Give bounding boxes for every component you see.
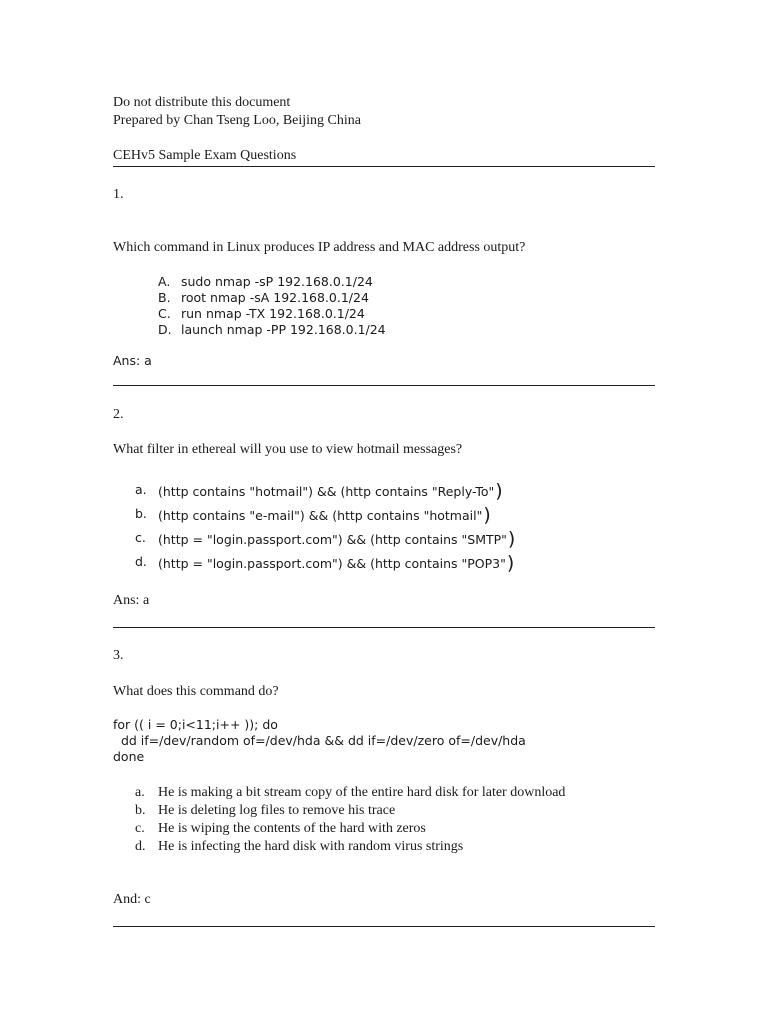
option-text: (http = "login.passport.com") && (http contains "SMTP" [158, 532, 507, 547]
code-line-2: dd if=/dev/random of=/dev/hda && dd if=/dev/zero of=/dev/hda [113, 733, 526, 748]
divider [113, 627, 655, 628]
option-text: (http contains "e-mail") && (http contains "hotmail" [158, 508, 483, 523]
option-text: He is infecting the hard disk with random virus strings [158, 839, 464, 854]
option-label: b. [135, 803, 146, 818]
closing-paren: ) [507, 528, 516, 550]
divider [113, 166, 655, 167]
question-2-number: 2. [113, 407, 124, 422]
option-label: d. [135, 554, 147, 569]
closing-paren: ) [506, 552, 515, 574]
document-notice: Do not distribute this document [113, 95, 291, 110]
option-label: a. [135, 482, 147, 497]
option-label: d. [135, 839, 146, 854]
document-author: Prepared by Chan Tseng Loo, Beijing China [113, 113, 362, 128]
question-3-answer: And: c [113, 892, 151, 907]
option-text: run nmap -TX 192.168.0.1/24 [181, 306, 365, 321]
divider [113, 385, 655, 386]
option-label: c. [135, 821, 145, 836]
option-text: He is deleting log files to remove his trace [158, 803, 396, 818]
option-text: launch nmap -PP 192.168.0.1/24 [181, 322, 386, 337]
question-3-number: 3. [113, 648, 124, 663]
question-1-answer: Ans: a [113, 353, 152, 368]
option-label: D. [158, 322, 172, 337]
option-label: A. [158, 274, 171, 289]
option-text: (http = "login.passport.com") && (http contains "POP3" [158, 556, 506, 571]
question-1-text: Which command in Linux produces IP address and MAC address output? [113, 240, 526, 255]
closing-paren: ) [495, 480, 503, 502]
divider [113, 926, 655, 927]
code-line-1: for (( i = 0;i<11;i++ )); do [113, 717, 278, 732]
option-label: B. [158, 290, 171, 305]
question-2-answer: Ans: a [113, 593, 150, 608]
option-text: He is wiping the contents of the hard with zeros [158, 821, 426, 836]
option-text: (http contains "hotmail") && (http contains "Reply-To" [158, 484, 495, 499]
page-title: CEHv5 Sample Exam Questions [113, 148, 297, 163]
option-text: root nmap -sA 192.168.0.1/24 [181, 290, 369, 305]
option-label: a. [135, 785, 145, 800]
code-line-3: done [113, 749, 145, 764]
question-3-text: What does this command do? [113, 684, 279, 699]
question-2-text: What filter in ethereal will you use to view hotmail messages? [113, 442, 463, 457]
question-1-number: 1. [113, 187, 124, 202]
option-label: C. [158, 306, 171, 321]
option-text: sudo nmap -sP 192.168.0.1/24 [181, 274, 373, 289]
option-label: b. [135, 506, 147, 521]
option-label: c. [135, 530, 146, 545]
option-text: He is making a bit stream copy of the entire hard disk for later download [158, 785, 566, 800]
closing-paren: ) [483, 504, 491, 526]
